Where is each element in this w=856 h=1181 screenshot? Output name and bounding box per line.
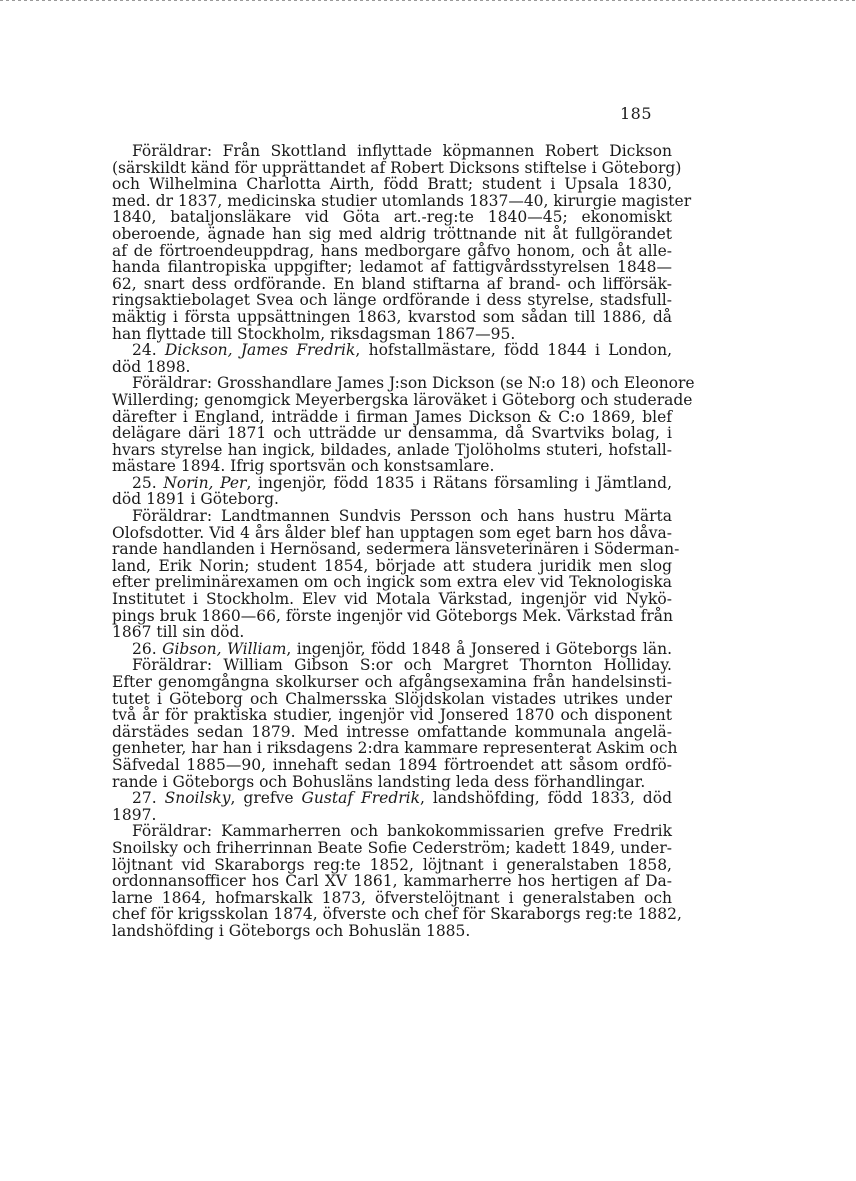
entry-number: 24. Dickson, James Fredrik, hofstallmästare, född 1844 i London, bbox=[132, 341, 672, 360]
text-line: Säfvedal 1885—90, innehaft sedan 1894 förtroendet att såsom ordfö- bbox=[112, 755, 672, 774]
entry-heading-26: 26. Gibson, William, ingenjör, född 1848 å Jonsered i Göteborgs län. bbox=[132, 639, 672, 658]
entry-heading-25: 25. Norin, Per, ingenjör, född 1835 i Rätans församling i Jämtland, bbox=[132, 473, 672, 492]
text-line: därefter i England, inträdde i firman James Dickson & C:o 1869, blef bbox=[112, 407, 672, 426]
text-line: död 1891 i Göteborg. bbox=[112, 490, 279, 509]
scan-top-edge bbox=[0, 0, 856, 1]
body-text bbox=[112, 142, 695, 940]
text-line: Föräldrar: Grosshandlare James J:son Dickson (se N:o 18) och Eleonore bbox=[132, 374, 695, 393]
text-line: 1897. bbox=[112, 805, 157, 824]
text-line: efter preliminärexamen om och ingick som extra elev vid Teknologiska bbox=[112, 573, 672, 592]
text-line: ordonnansofficer hos Carl XV 1861, kammarherre hos hertigen af Da- bbox=[112, 872, 672, 891]
text-line: Willerding; genomgick Meyerbergska läroväket i Göteborg och studerade bbox=[112, 390, 693, 409]
entry-heading-24 bbox=[112, 342, 672, 359]
text-line: Snoilsky och friherrinnan Beate Sofie Cederström; kadett 1849, under- bbox=[112, 838, 672, 857]
text-line: larne 1864, hofmarskalk 1873, öfverstelöjtnant i generalstaben och bbox=[112, 888, 672, 907]
text-line: hvars styrelse han ingick, bildades, anlade Tjolöholms stuteri, hofstall- bbox=[112, 440, 672, 459]
text-line: död 1898. bbox=[112, 357, 191, 376]
text-line: pings bruk 1860—66, förste ingenjör vid Göteborgs Mek. Värkstad från bbox=[112, 606, 673, 625]
text-line: 1867 till sin död. bbox=[112, 623, 245, 642]
text-line: Föräldrar: Kammarherren och bankokommissarien grefve Fredrik bbox=[132, 822, 672, 841]
text-line: med. dr 1837, medicinska studier utomlands 1837—40, kirurgie magister bbox=[112, 191, 692, 210]
entry-heading-27: 27. Snoilsky, grefve Gustaf Fredrik, landshöfding, född 1833, död bbox=[132, 789, 672, 808]
text-line: därstädes sedan 1879. Med intresse omfattande kommunala angelä- bbox=[112, 722, 672, 741]
text-line: (särskildt känd för upprättandet af Robert Dicksons stiftelse i Göteborg) bbox=[112, 158, 682, 177]
text-line: delägare däri 1871 och utträdde ur densamma, då Svartviks bolag, i bbox=[112, 424, 672, 443]
text-line: mäktig i första uppsättningen 1863, kvarstod som sådan till 1886, då bbox=[112, 307, 672, 326]
text-line: mästare 1894. Ifrig sportsvän och konstsamlare. bbox=[112, 457, 495, 476]
text-line: 62, snart dess ordförande. En bland stiftarna af brand- och lifförsäk- bbox=[112, 274, 672, 293]
text-line: Olofsdotter. Vid 4 års ålder blef han upptagen som eget barn hos dåva- bbox=[112, 523, 672, 542]
text-line: ringsaktiebolaget Svea och länge ordförande i dess styrelse, stadsfull- bbox=[112, 291, 672, 310]
text-line: chef för krigsskolan 1874, öfverste och chef för Skaraborgs reg:te 1882, bbox=[112, 905, 682, 924]
text-line: löjtnant vid Skaraborgs reg:te 1852, löjtnant i generalstaben 1858, bbox=[112, 855, 672, 874]
page-number: 185 bbox=[620, 104, 653, 123]
text-line: landshöfding i Göteborgs och Bohuslän 1885. bbox=[112, 921, 471, 940]
text-line: rande handlanden i Hernösand, sedermera länsveterinären i Söderman- bbox=[112, 540, 680, 559]
text-line: tutet i Göteborg och Chalmersska Slöjdskolan vistades utrikes under bbox=[112, 689, 672, 708]
text-line: rande i Göteborgs och Bohusläns landsting leda dess förhandlingar. bbox=[112, 772, 646, 791]
text-line: genheter, har han i riksdagens 2:dra kammare representerat Askim och bbox=[112, 739, 678, 758]
text-line: två år för praktiska studier, ingenjör vid Jonsered 1870 och disponent bbox=[112, 706, 672, 725]
text-line: Föräldrar: Från Skottland inflyttade köpmannen Robert Dickson bbox=[132, 142, 672, 160]
text-line: af de förtroendeuppdrag, hans medborgare gåfvo honom, och åt alle- bbox=[112, 241, 672, 260]
text-line: 1840, bataljonsläkare vid Göta art.-reg:te 1840—45; ekonomiskt bbox=[112, 208, 672, 227]
text-line: han flyttade till Stockholm, riksdagsman 1867—95. bbox=[112, 324, 516, 343]
text-line: Institutet i Stockholm. Elev vid Motala Värkstad, ingenjör vid Nykö- bbox=[112, 590, 672, 609]
text-line: Föräldrar: William Gibson S:or och Margret Thornton Holliday. bbox=[132, 656, 672, 675]
text-line: handa filantropiska uppgifter; ledamot af fattigvårdsstyrelsen 1848— bbox=[112, 258, 672, 277]
text-line: Föräldrar: Landtmannen Sundvis Persson och hans hustru Märta bbox=[132, 507, 672, 526]
text-line: land, Erik Norin; student 1854, började att studera juridik men slog bbox=[112, 556, 672, 575]
text-line: och Wilhelmina Charlotta Airth, född Bratt; student i Upsala 1830, bbox=[112, 175, 672, 194]
text-line: oberoende, ägnade han sig med aldrig tröttnande nit åt fullgörandet bbox=[112, 224, 672, 243]
text-line: Efter genomgångna skolkurser och afgångsexamina från handelsinsti- bbox=[112, 673, 672, 691]
